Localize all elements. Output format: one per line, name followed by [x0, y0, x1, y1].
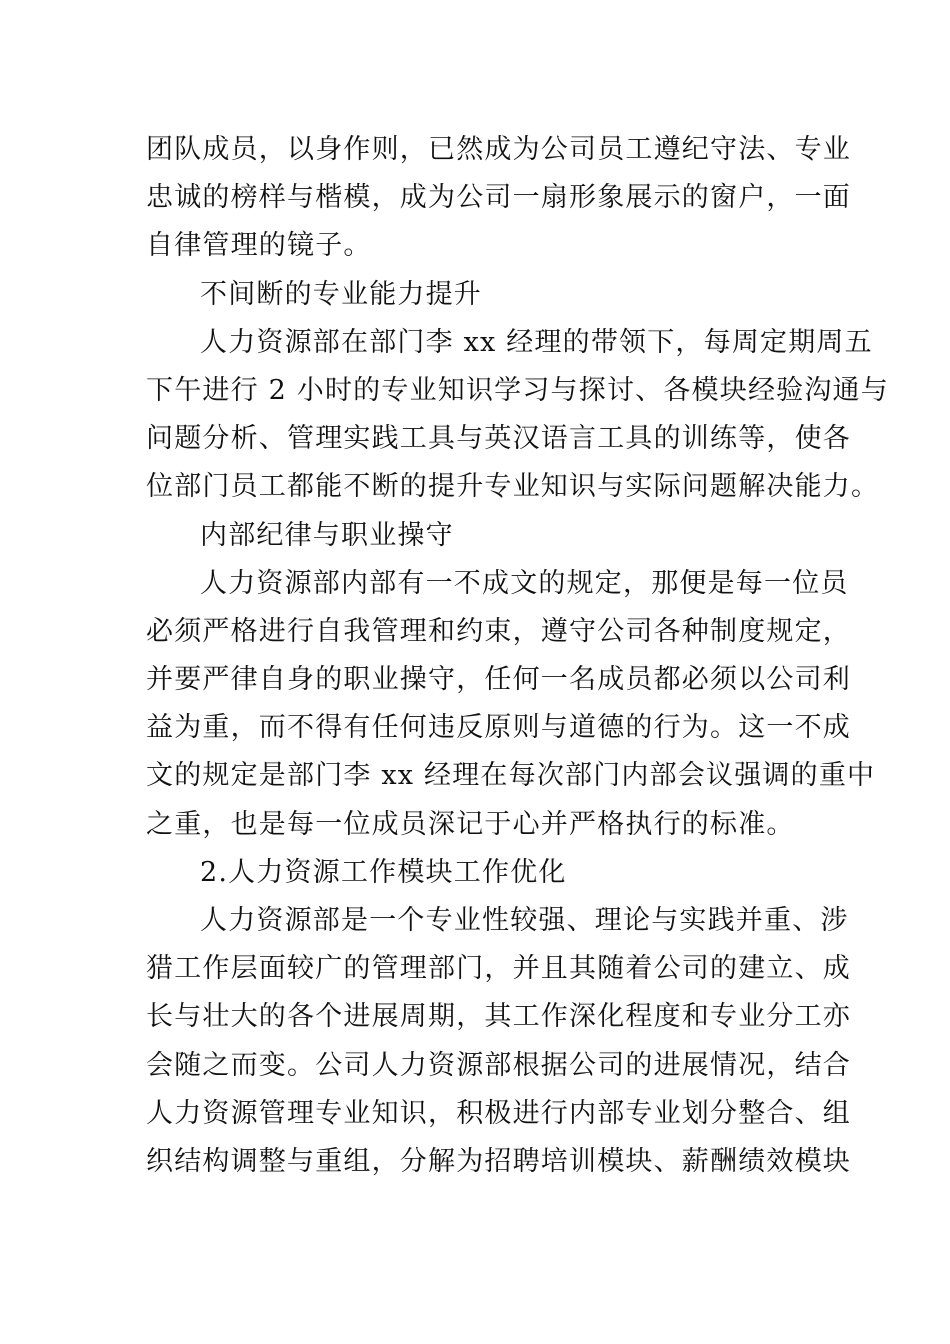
text-line: 猎工作层面较广的管理部门，并且其随着公司的建立、成: [146, 953, 851, 985]
text-line: 人力资源部是一个专业性较强、理论与实践并重、涉: [200, 905, 849, 936]
text-line: 人力资源部内部有一不成文的规定，那便是每一位员: [200, 567, 849, 599]
text-line: 2.人力资源工作模块工作优化: [200, 856, 567, 888]
text-line: 织结构调整与重组，分解为招聘培训模块、薪酬绩效模块: [146, 1145, 851, 1177]
text-line: 文的规定是部门李 xx 经理在每次部门内部会议强调的重中: [146, 760, 876, 792]
text-line: 之重，也是每一位成员深记于心并严格执行的标准。: [146, 808, 795, 840]
text-line: 下午进行 2 小时的专业知识学习与探讨、各模块经验沟通与: [146, 374, 889, 406]
text-line: 益为重，而不得有任何违反原则与道德的行为。这一不成: [146, 712, 851, 744]
document-body: [146, 126, 889, 1186]
paragraph-discipline: [146, 560, 876, 849]
paragraph-team-role-model: [146, 126, 851, 271]
text-line: 必须严格进行自我管理和约束，遵守公司各种制度规定，: [146, 615, 851, 647]
text-line: 人力资源管理专业知识，积极进行内部专业划分整合、组: [146, 1097, 851, 1129]
text-line: 会随之而变。公司人力资源部根据公司的进展情况，结合: [146, 1049, 851, 1081]
paragraph-heading-skill-improvement: [146, 271, 811, 319]
text-line: 团队成员，以身作则，已然成为公司员工遵纪守法、专业: [146, 134, 851, 165]
paragraph-skill-improvement: [146, 319, 889, 512]
text-line: 人力资源部在部门李 xx 经理的带领下，每周定期周五: [200, 326, 873, 358]
text-line: 忠诚的榜样与楷模，成为公司一扇形象展示的窗户，一面: [146, 182, 851, 214]
text-line: 不间断的专业能力提升: [200, 278, 482, 310]
paragraph-heading-discipline: [146, 512, 811, 560]
text-line: 位部门员工都能不断的提升专业知识与实际问题解决能力。: [146, 471, 880, 503]
text-line: 自律管理的镜子。: [146, 230, 372, 262]
paragraph-module-optimization: [146, 897, 851, 1186]
text-line: 内部纪律与职业操守: [200, 519, 454, 551]
text-line: 长与壮大的各个进展周期，其工作深化程度和专业分工亦: [146, 1001, 851, 1033]
text-line: 并要严律自身的职业操守，任何一名成员都必须以公司利: [146, 664, 851, 696]
paragraph-heading-module-optimization: [146, 849, 811, 897]
text-line: 问题分析、管理实践工具与英汉语言工具的训练等，使各: [146, 423, 851, 455]
